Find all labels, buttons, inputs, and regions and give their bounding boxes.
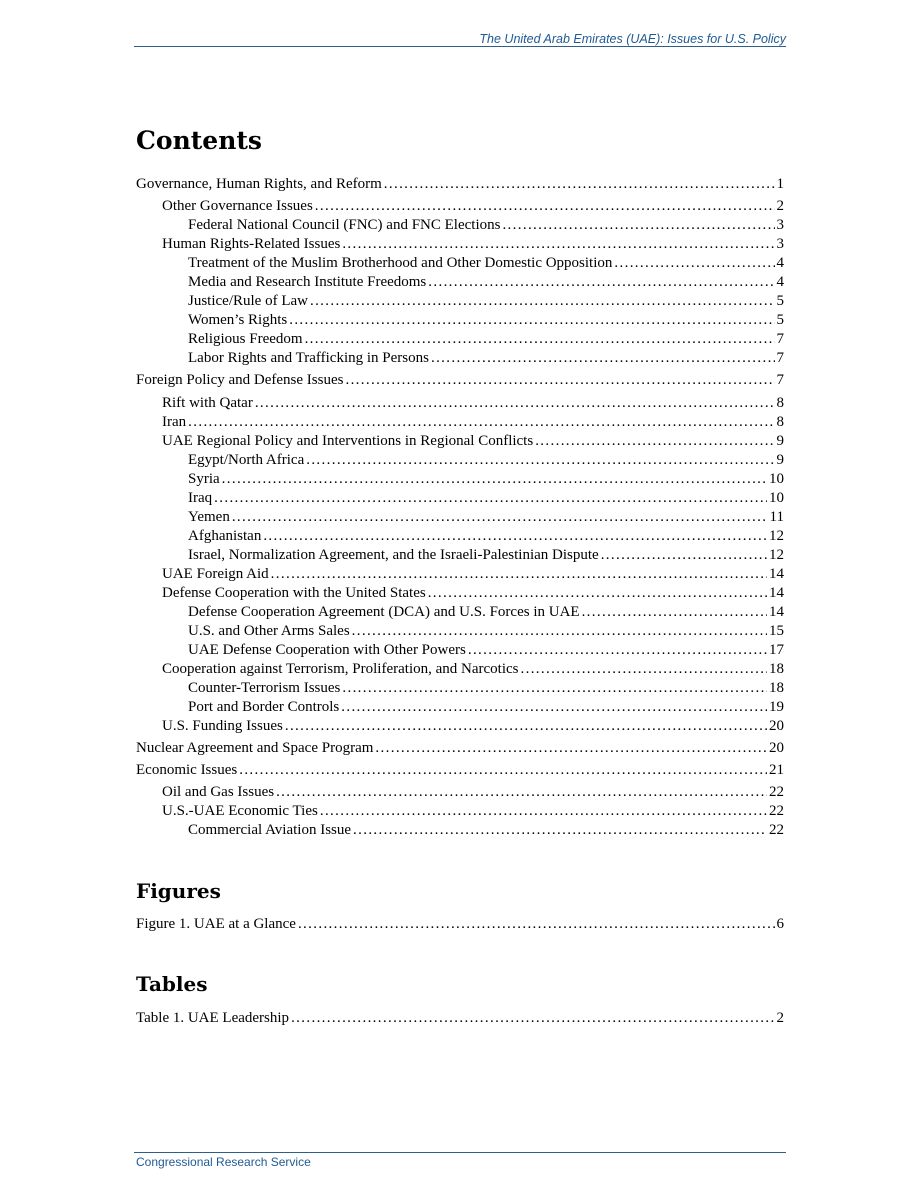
toc-entry-page: 21 — [769, 762, 784, 778]
running-header-title: The United Arab Emirates (UAE): Issues for U.S. Policy — [479, 32, 786, 46]
toc-entry[interactable] — [188, 678, 784, 698]
dot-leader — [345, 370, 774, 390]
toc-entry-page: 2 — [776, 198, 784, 214]
toc-entry-page: 11 — [769, 509, 784, 525]
toc-entry-title: UAE Defense Cooperation with Other Powers — [188, 642, 466, 658]
dot-leader — [263, 526, 767, 546]
toc-entry-page: 7 — [776, 350, 784, 366]
toc-entry[interactable] — [188, 253, 784, 273]
figures-heading: Figures — [136, 879, 221, 903]
toc-entry-page: 22 — [769, 822, 784, 838]
toc-entry[interactable] — [162, 801, 784, 821]
toc-entry[interactable] — [188, 469, 784, 489]
figure-entry-title: Figure 1. UAE at a Glance — [136, 916, 296, 932]
toc-entry-page: 14 — [769, 604, 784, 620]
dot-leader — [352, 621, 767, 641]
toc-entry-page: 8 — [776, 414, 784, 430]
dot-leader — [320, 801, 767, 821]
toc-entry[interactable] — [188, 215, 784, 235]
dot-leader — [428, 272, 774, 292]
toc-entry-page: 7 — [776, 372, 784, 388]
toc-entry-title: Other Governance Issues — [162, 198, 313, 214]
dot-leader — [614, 253, 774, 273]
toc-entry-title: Rift with Qatar — [162, 395, 253, 411]
dot-leader — [285, 716, 767, 736]
toc-entry-page: 20 — [769, 740, 784, 756]
toc-entry-title: U.S. Funding Issues — [162, 718, 283, 734]
dot-leader — [375, 738, 767, 758]
footer-rule — [134, 1152, 786, 1153]
toc-entry[interactable] — [136, 174, 784, 194]
toc-entry-title: Oil and Gas Issues — [162, 784, 275, 800]
dot-leader — [428, 583, 767, 603]
toc-entry[interactable] — [188, 820, 784, 840]
toc-entry[interactable] — [188, 488, 784, 508]
figure-entry-page: 6 — [776, 916, 784, 932]
dot-leader — [431, 348, 775, 368]
toc-entry-page: 5 — [776, 293, 784, 309]
toc-entry-title: Cooperation against Terrorism, Proliferation, and Narcotics — [162, 661, 519, 677]
dot-leader — [239, 760, 767, 780]
toc-entry[interactable] — [188, 545, 784, 565]
toc-entry[interactable] — [188, 310, 784, 330]
toc-entry-page: 10 — [769, 490, 784, 506]
footer-publisher: Congressional Research Service — [136, 1155, 311, 1169]
toc-entry-title: Port and Border Controls — [188, 699, 340, 715]
toc-entry-page: 22 — [769, 803, 784, 819]
toc-entry-page: 19 — [769, 699, 784, 715]
dot-leader — [502, 215, 774, 235]
toc-entry[interactable] — [188, 697, 784, 717]
dot-leader — [310, 291, 775, 311]
toc-entry-page: 1 — [776, 176, 784, 192]
toc-entry-title: Nuclear Agreement and Space Program — [136, 740, 374, 756]
toc-entry-title: Israel, Normalization Agreement, and the Israeli-Palestinian Dispute — [188, 547, 599, 563]
toc-entry-page: 20 — [769, 718, 784, 734]
toc-entry-title: Human Rights-Related Issues — [162, 236, 341, 252]
dot-leader — [291, 1008, 774, 1028]
toc-entry[interactable] — [162, 564, 784, 584]
dot-leader — [306, 450, 774, 470]
toc-entry-page: 14 — [769, 566, 784, 582]
toc-entry-title: Justice/Rule of Law — [188, 293, 308, 309]
toc-entry-title: Iraq — [188, 490, 213, 506]
toc-entry[interactable] — [188, 272, 784, 292]
toc-entry[interactable] — [188, 507, 784, 527]
header-rule — [134, 46, 786, 47]
table-entry-title: Table 1. UAE Leadership — [136, 1010, 290, 1026]
toc-entry-title: Treatment of the Muslim Brotherhood and Other Domestic Opposition — [188, 255, 613, 271]
toc-entry-page: 15 — [769, 623, 784, 639]
dot-leader — [384, 174, 775, 194]
toc-entry[interactable] — [136, 370, 784, 390]
toc-entry-title: Defense Cooperation Agreement (DCA) and U.S. Forces in UAE — [188, 604, 580, 620]
toc-entry-page: 3 — [776, 217, 784, 233]
toc-entry-title: Afghanistan — [188, 528, 262, 544]
dot-leader — [276, 782, 767, 802]
dot-leader — [222, 469, 767, 489]
toc-entry[interactable] — [162, 431, 784, 451]
toc-entry[interactable] — [188, 329, 784, 349]
dot-leader — [255, 393, 775, 413]
toc-entry-page: 4 — [776, 274, 784, 290]
toc-entry-page: 12 — [769, 547, 784, 563]
toc-entry[interactable] — [188, 291, 784, 311]
toc-entry[interactable] — [162, 412, 784, 432]
toc-entry-title: Economic Issues — [136, 762, 238, 778]
dot-leader — [353, 820, 767, 840]
dot-leader — [305, 329, 775, 349]
toc-entry-page: 10 — [769, 471, 784, 487]
toc-entry-page: 8 — [776, 395, 784, 411]
toc-entry-title: Foreign Policy and Defense Issues — [136, 372, 344, 388]
toc-entry-page: 9 — [776, 433, 784, 449]
toc-entry[interactable] — [162, 583, 784, 603]
toc-entry[interactable] — [162, 393, 784, 413]
toc-entry-title: Federal National Council (FNC) and FNC Elections — [188, 217, 501, 233]
toc-entry[interactable] — [188, 450, 784, 470]
toc-entry[interactable] — [188, 621, 784, 641]
toc-entry[interactable] — [162, 782, 784, 802]
toc-entry-page: 3 — [776, 236, 784, 252]
toc-entry-page: 18 — [769, 661, 784, 677]
toc-entry-title: Syria — [188, 471, 220, 487]
dot-leader — [232, 507, 768, 527]
toc-entry-page: 9 — [776, 452, 784, 468]
toc-entry-page: 22 — [769, 784, 784, 800]
toc-entry-title: Commercial Aviation Issue — [188, 822, 352, 838]
contents-heading: Contents — [136, 126, 263, 155]
dot-leader — [315, 196, 775, 216]
dot-leader — [298, 914, 775, 934]
toc-entry-page: 4 — [776, 255, 784, 271]
dot-leader — [214, 488, 767, 508]
toc-entry-title: Governance, Human Rights, and Reform — [136, 176, 382, 192]
toc-entry-title: UAE Foreign Aid — [162, 566, 269, 582]
toc-entry-title: UAE Regional Policy and Interventions in Regional Conflicts — [162, 433, 534, 449]
dot-leader — [341, 697, 767, 717]
toc-entry-title: Women’s Rights — [188, 312, 288, 328]
table-entry-page: 2 — [776, 1010, 784, 1026]
toc-entry-page: 12 — [769, 528, 784, 544]
toc-entry[interactable] — [162, 234, 784, 254]
toc-entry[interactable] — [136, 760, 784, 780]
toc-entry-title: Media and Research Institute Freedoms — [188, 274, 427, 290]
toc-entry-title: Iran — [162, 414, 187, 430]
toc-entry-title: Defense Cooperation with the United States — [162, 585, 426, 601]
toc-entry-title: Labor Rights and Trafficking in Persons — [188, 350, 429, 366]
dot-leader — [521, 659, 768, 679]
toc-entry[interactable] — [162, 716, 784, 736]
dot-leader — [582, 602, 767, 622]
toc-entry[interactable] — [136, 738, 784, 758]
dot-leader — [535, 431, 774, 451]
toc-entry-title: U.S.-UAE Economic Ties — [162, 803, 318, 819]
toc-entry-page: 14 — [769, 585, 784, 601]
toc-entry[interactable] — [188, 640, 784, 660]
dot-leader — [289, 310, 774, 330]
dot-leader — [601, 545, 767, 565]
toc-entry[interactable] — [162, 196, 784, 216]
toc-entry[interactable] — [162, 659, 784, 679]
toc-entry-page: 5 — [776, 312, 784, 328]
dot-leader — [468, 640, 767, 660]
dot-leader — [342, 234, 774, 254]
toc-entry-title: Counter-Terrorism Issues — [188, 680, 341, 696]
figure-entry[interactable] — [136, 914, 784, 934]
dot-leader — [342, 678, 767, 698]
toc-entry-title: Yemen — [188, 509, 230, 525]
toc-entry-page: 7 — [776, 331, 784, 347]
toc-entry-title: Egypt/North Africa — [188, 452, 305, 468]
toc-entry-title: U.S. and Other Arms Sales — [188, 623, 350, 639]
toc-entry-page: 18 — [769, 680, 784, 696]
toc-entry-page: 17 — [769, 642, 784, 658]
toc-entry[interactable] — [188, 526, 784, 546]
toc-entry-title: Religious Freedom — [188, 331, 303, 347]
toc-entry[interactable] — [188, 348, 784, 368]
toc-entry[interactable] — [188, 602, 784, 622]
tables-heading: Tables — [136, 972, 208, 996]
dot-leader — [188, 412, 774, 432]
table-entry[interactable] — [136, 1008, 784, 1028]
dot-leader — [271, 564, 767, 584]
